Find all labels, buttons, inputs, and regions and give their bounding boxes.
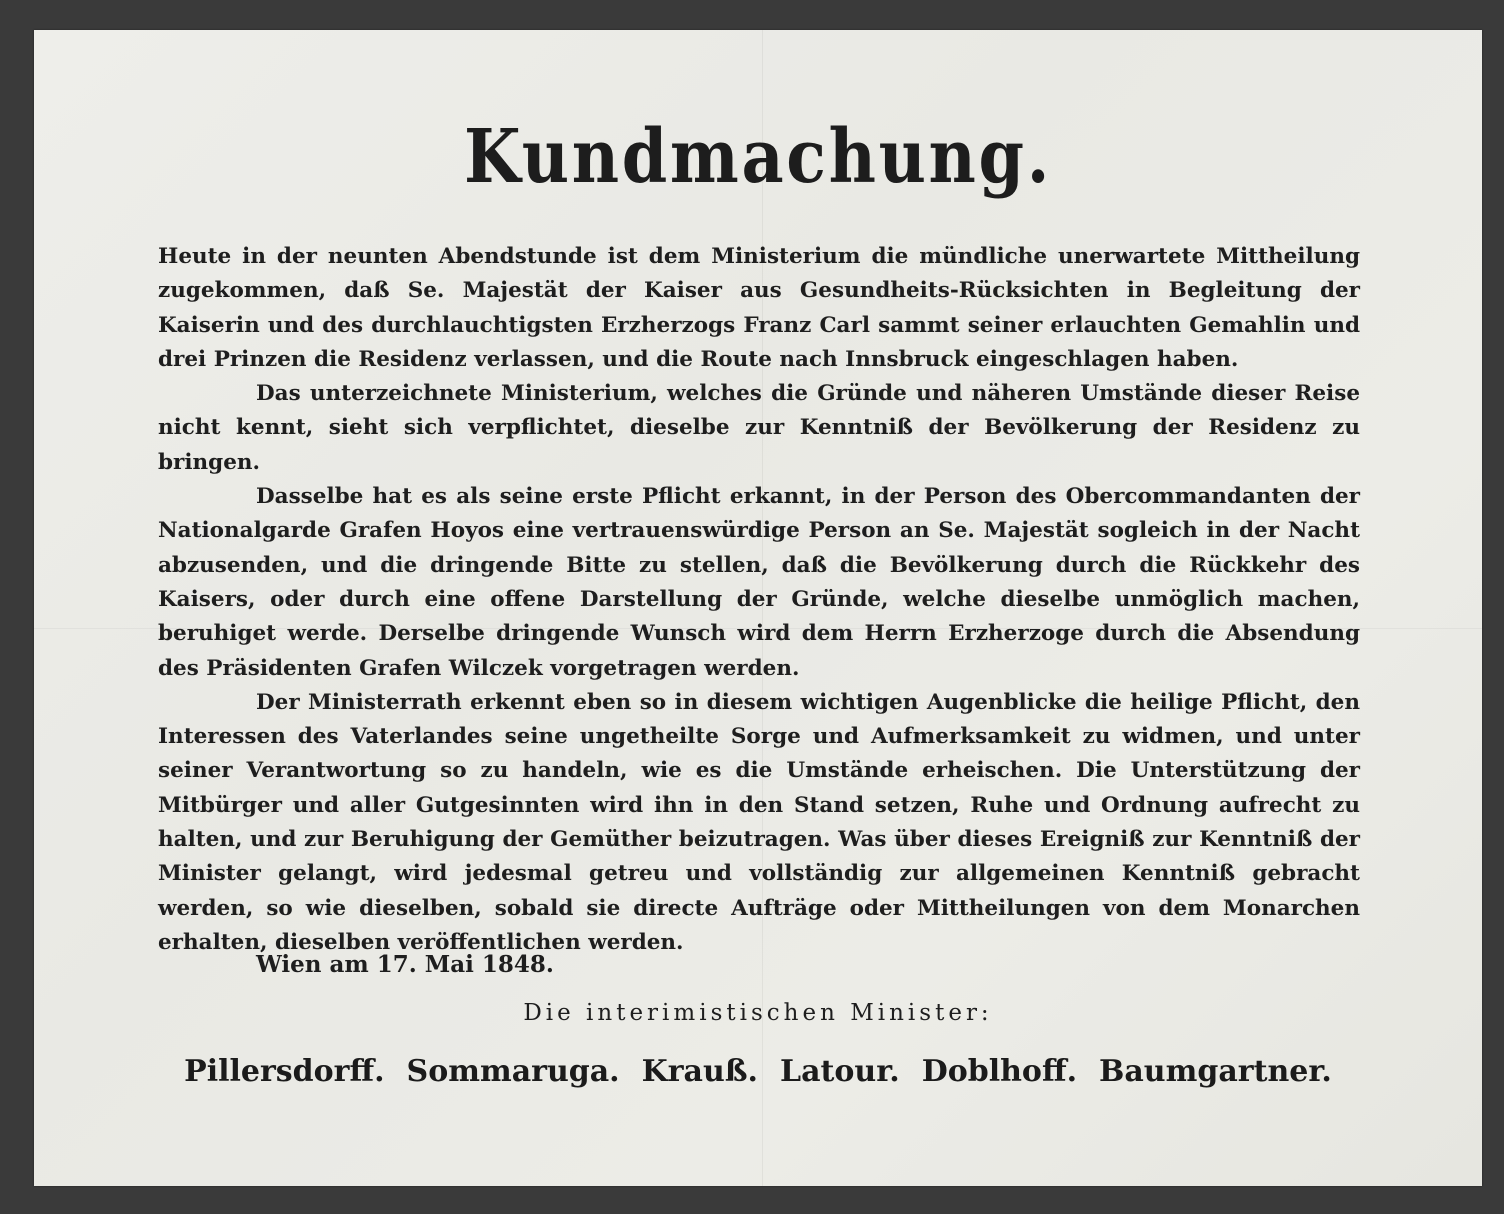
poster-sheet [34, 30, 1482, 1186]
paragraph-1: Heute in der neunten Abendstunde ist dem Ministerium die mündliche unerwartete Mittheilung zugekommen, daß Se. Majestät der Kaiser aus Gesundheits-Rücksichten in Begleitung der Kaiserin und des durchlauchtigsten Erzherzogs Franz Carl sammt seiner erlauchten Gemahlin und drei Prinzen die Residenz verlassen, und die Route nach Innsbruck eingeschlagen haben. [158, 244, 1360, 372]
signature-sommaruga: Sommaruga. [406, 1054, 620, 1089]
date-line: Wien am 17. Mai 1848. [256, 951, 554, 978]
signature-row [34, 1050, 1482, 1094]
document-title: Kundmachung. [463, 114, 1053, 200]
ministers-heading: Die interimistischen Minister: [523, 1000, 993, 1026]
signature-krauss: Krauß. [641, 1054, 758, 1089]
paragraph-3: Dasselbe hat es als seine erste Pflicht erkannt, in der Person des Obercommandanten der Nationalgarde Grafen Hoyos eine vertrauenswürdige Person an Se. Majestät sogleich in der Nacht abzusenden, und die dringende Bitte zu stellen, daß die Bevölkerung durch die Rückkehr des Kaisers, oder durch eine offene Darstellung der Gründe, welche dieselbe unmöglich machen, beruhiget werde. Derselbe dringende Wunsch wird dem Herrn Erzherzoge durch die Absendung des Präsidenten Grafen Wilczek vorgetragen werden. [158, 484, 1360, 681]
paragraph-2: Das unterzeichnete Ministerium, welches die Gründe und näheren Umstände dieser Reise nicht kennt, sieht sich verpflichtet, dieselbe zur Kenntniß der Bevölkerung der Residenz zu bringen. [158, 381, 1360, 475]
document-body [158, 240, 1360, 960]
signature-baumgartner: Baumgartner. [1099, 1054, 1332, 1089]
signature-latour: Latour. [780, 1054, 900, 1089]
signature-pillersdorff: Pillersdorff. [184, 1054, 385, 1089]
signature-doblhoff: Doblhoff. [921, 1054, 1078, 1089]
paragraph-4: Der Ministerrath erkennt eben so in diesem wichtigen Augenblicke die heilige Pflicht, den Interessen des Vaterlandes seine ungetheilte Sorge und Aufmerksamkeit zu widmen, und unter seiner Verantwortung so zu handeln, wie es die Umstände erheischen. Die Unterstützung der Mitbürger und aller Gutgesinnten wird ihn in den Stand setzen, Ruhe und Ordnung aufrecht zu halten, und zur Beruhigung der Gemüther beizutragen. Was über dieses Ereigniß zur Kenntniß der Minister gelangt, wird jedesmal getreu und vollständig zur allgemeinen Kenntniß gebracht werden, so wie dieselben, sobald sie directe Aufträge oder Mittheilungen von dem Monarchen erhalten, dieselben veröffentlichen werden. [158, 689, 1360, 955]
